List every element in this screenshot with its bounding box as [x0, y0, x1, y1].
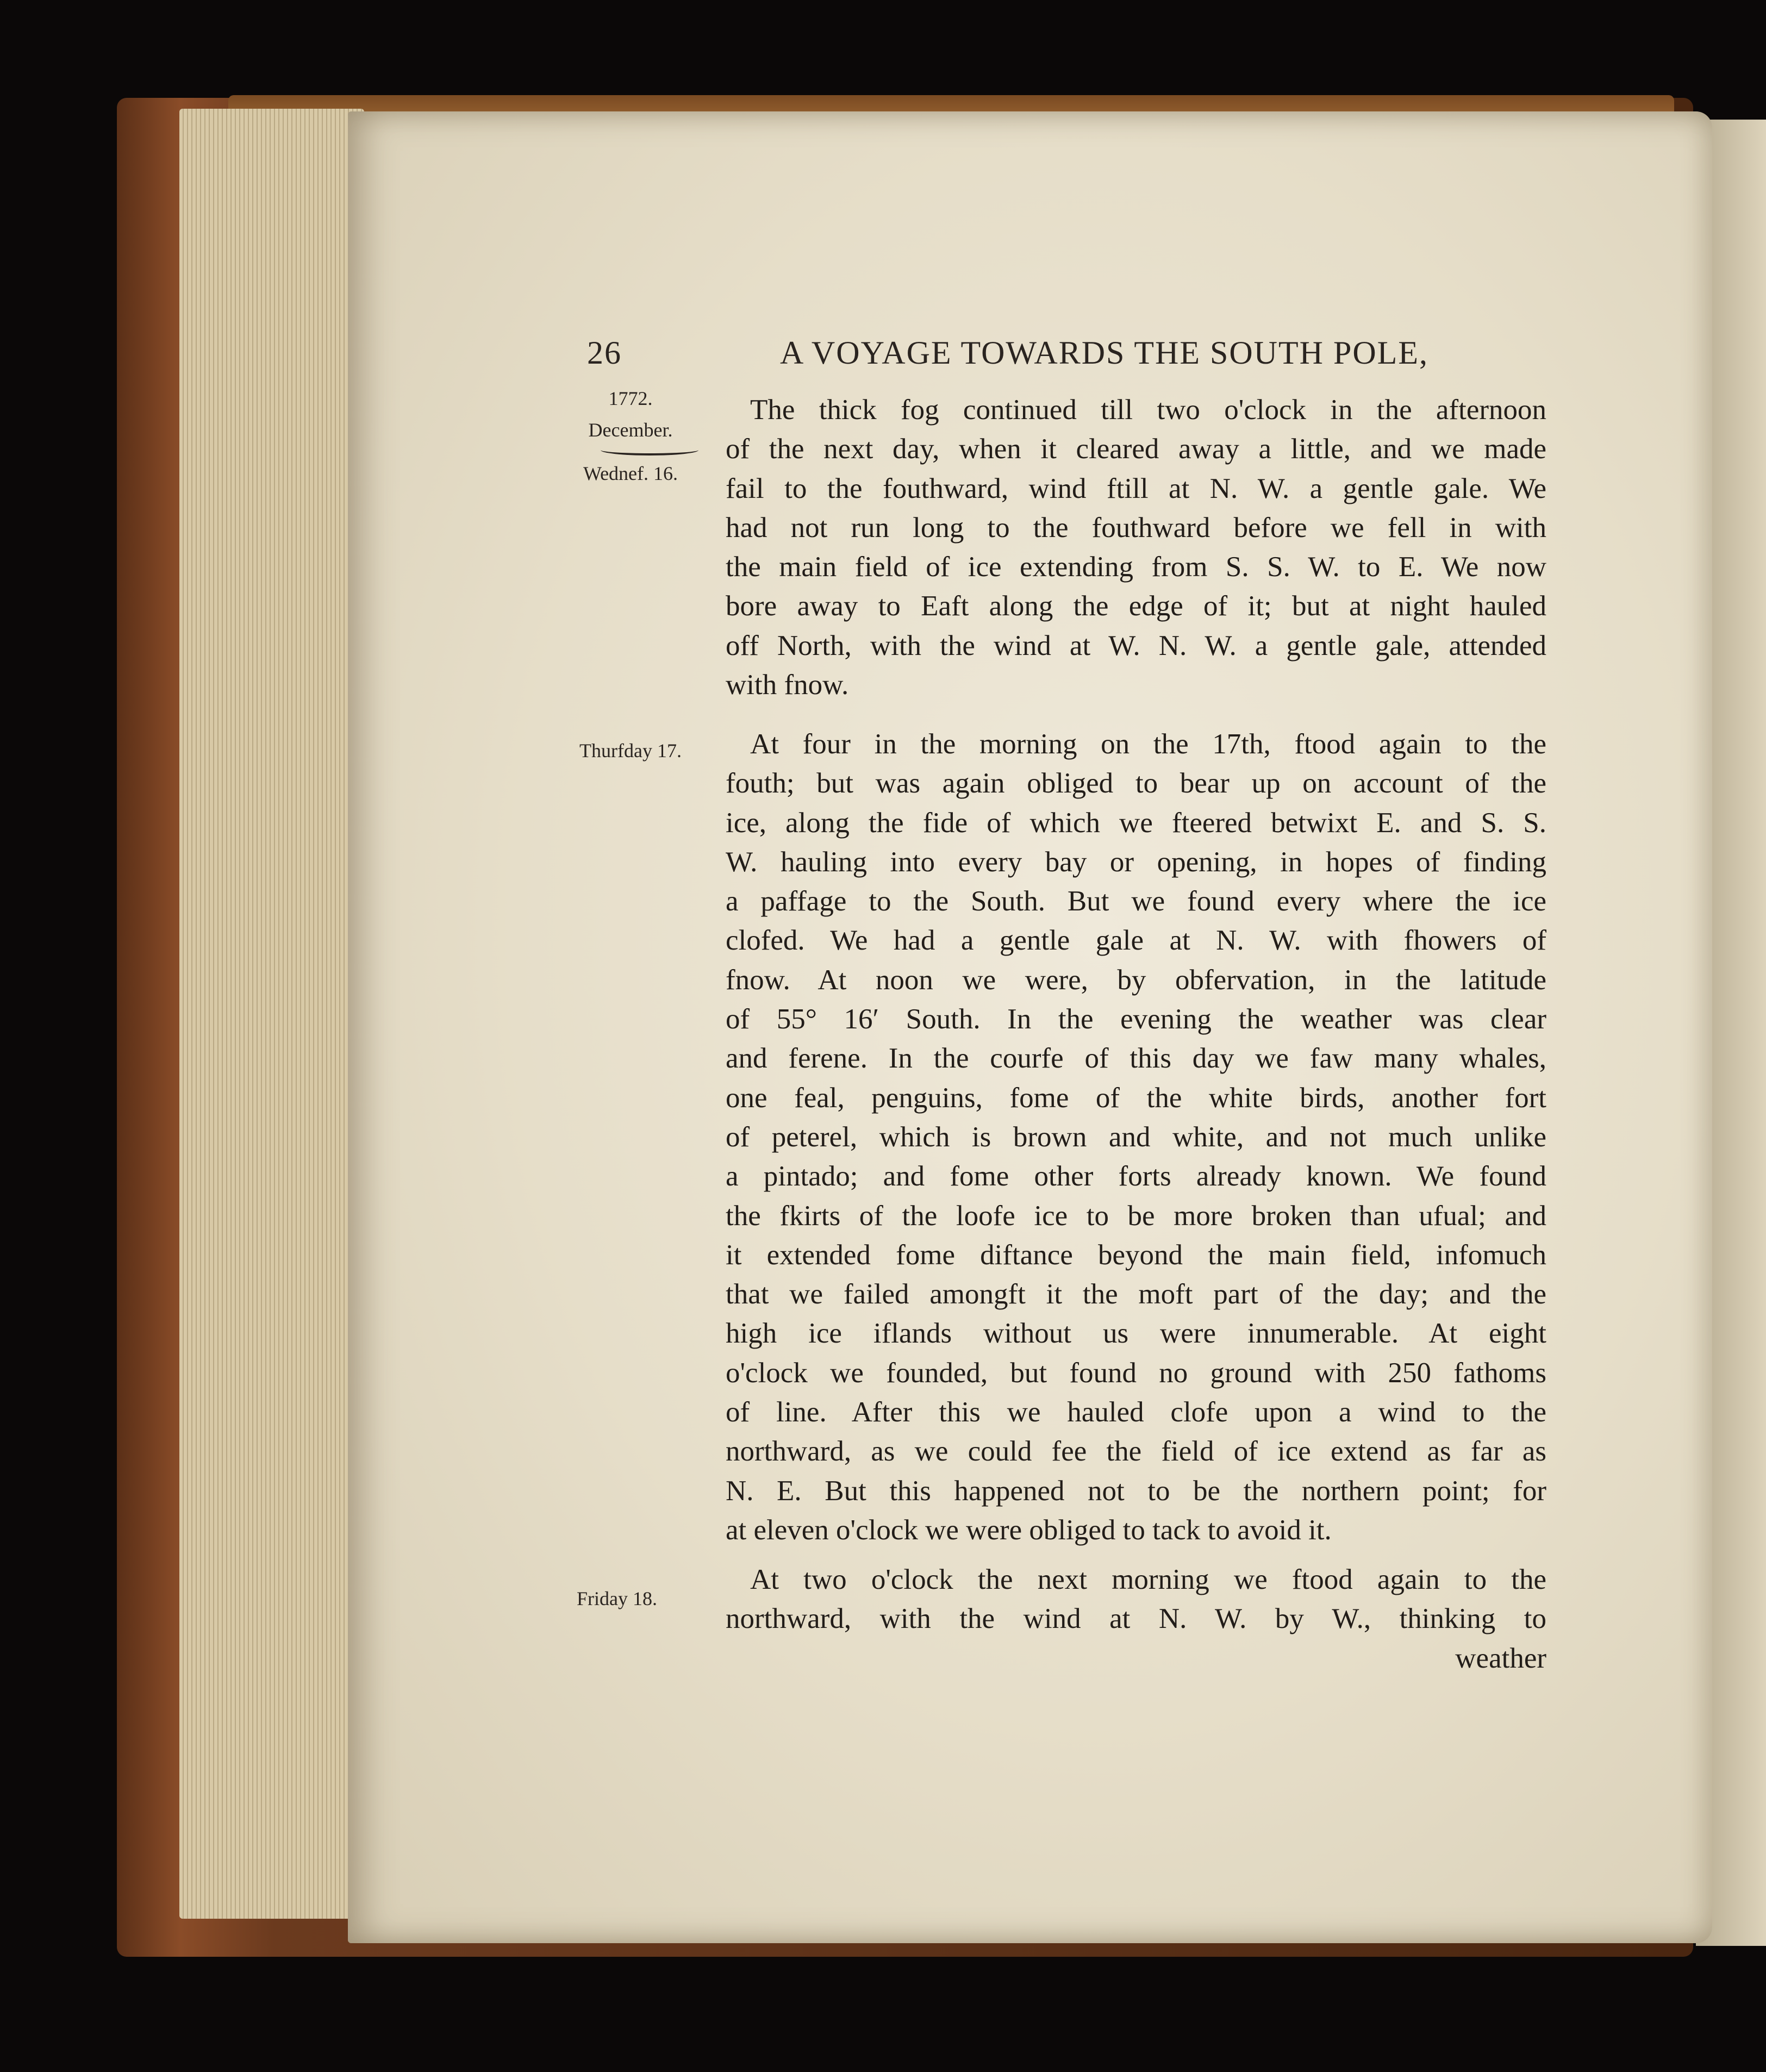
text-line: N. E. But this happened not to be the northern point; for	[726, 1475, 1546, 1507]
text-line: off North, with the wind at W. N. W. a gentle gale, attended	[726, 629, 1546, 661]
text-line: of peterel, which is brown and white, and not much unlike	[726, 1121, 1546, 1153]
text-line: at eleven o'clock we were obliged to tack to avoid it.	[726, 1514, 1332, 1546]
text-line: fouth; but was again obliged to bear up on account of the	[726, 767, 1546, 800]
text-line: of 55° 16′ South. In the evening the weather was clear	[726, 1003, 1546, 1035]
text-line: with fnow.	[726, 669, 849, 701]
margin-brace	[601, 445, 698, 455]
text-line: and ferene. In the courfe of this day we faw many whales,	[726, 1043, 1546, 1075]
paragraph-1	[726, 390, 1546, 704]
text-line: a paffage to the South. But we found every where the ice	[726, 885, 1546, 918]
page-header	[587, 334, 1565, 383]
catchword: weather	[1455, 1642, 1546, 1674]
text-line: the fkirts of the loofe ice to be more broken than ufual; and	[726, 1200, 1546, 1232]
text-line: one feal, penguins, fome of the white birds, another fort	[726, 1082, 1546, 1114]
text-line: At two o'clock the next morning we ftood again to the	[750, 1564, 1546, 1595]
page-block-edges	[179, 109, 364, 1919]
text-line: of the next day, when it cleared away a little, and we made	[726, 433, 1546, 465]
text-line: fnow. At noon we were, by obfervation, in the latitude	[726, 964, 1546, 996]
text-line: northward, with the wind at N. W. by W., thinking to	[726, 1603, 1546, 1635]
margin-date-wednesday: Wednef. 16.	[583, 463, 678, 484]
text-line: fail to the fouthward, wind ftill at N. W. a gentle gale. We	[726, 472, 1546, 504]
text-line: had not run long to the fouthward before we fell in with	[726, 511, 1546, 544]
text-line: high ice iflands without us were innumerable. At eight	[726, 1318, 1546, 1350]
text-line: it extended fome diftance beyond the main field, infomuch	[726, 1239, 1546, 1271]
text-line: o'clock we founded, but found no ground with 250 fathoms	[726, 1357, 1546, 1389]
margin-year: 1772.	[608, 388, 653, 409]
text-line: the main field of ice extending from S. S. W. to E. We now	[726, 551, 1546, 583]
text-line: northward, as we could fee the field of ice extend as far as	[726, 1436, 1546, 1468]
text-line: of line. After this we hauled clofe upon a wind to the	[726, 1396, 1546, 1428]
paragraph-2	[726, 725, 1546, 1550]
text-line: clofed. We had a gentle gale at N. W. with fhowers of	[726, 925, 1546, 957]
page-number: 26	[587, 335, 622, 371]
running-title: A VOYAGE TOWARDS THE SOUTH POLE,	[780, 335, 1428, 371]
text-line: that we failed amongft it the moft part of the day; and the	[726, 1278, 1546, 1310]
text-line: a pintado; and fome other forts already known. We found	[726, 1160, 1546, 1193]
text-line: At four in the morning on the 17th, ftood again to the	[750, 728, 1546, 760]
margin-date-friday: Friday 18.	[577, 1588, 657, 1609]
margin-date-thursday: Thurfday 17.	[579, 740, 682, 762]
text-line: W. hauling into every bay or opening, in hopes of finding	[726, 846, 1546, 878]
text-line: The thick fog continued till two o'clock in the afternoon	[750, 394, 1546, 426]
paragraph-3	[726, 1560, 1546, 1678]
text-line: ice, along the fide of which we fteered betwixt E. and S. S.	[726, 807, 1546, 839]
text-line: bore away to Eaft along the edge of it; but at night hauled	[726, 590, 1546, 622]
margin-month: December.	[588, 419, 673, 441]
